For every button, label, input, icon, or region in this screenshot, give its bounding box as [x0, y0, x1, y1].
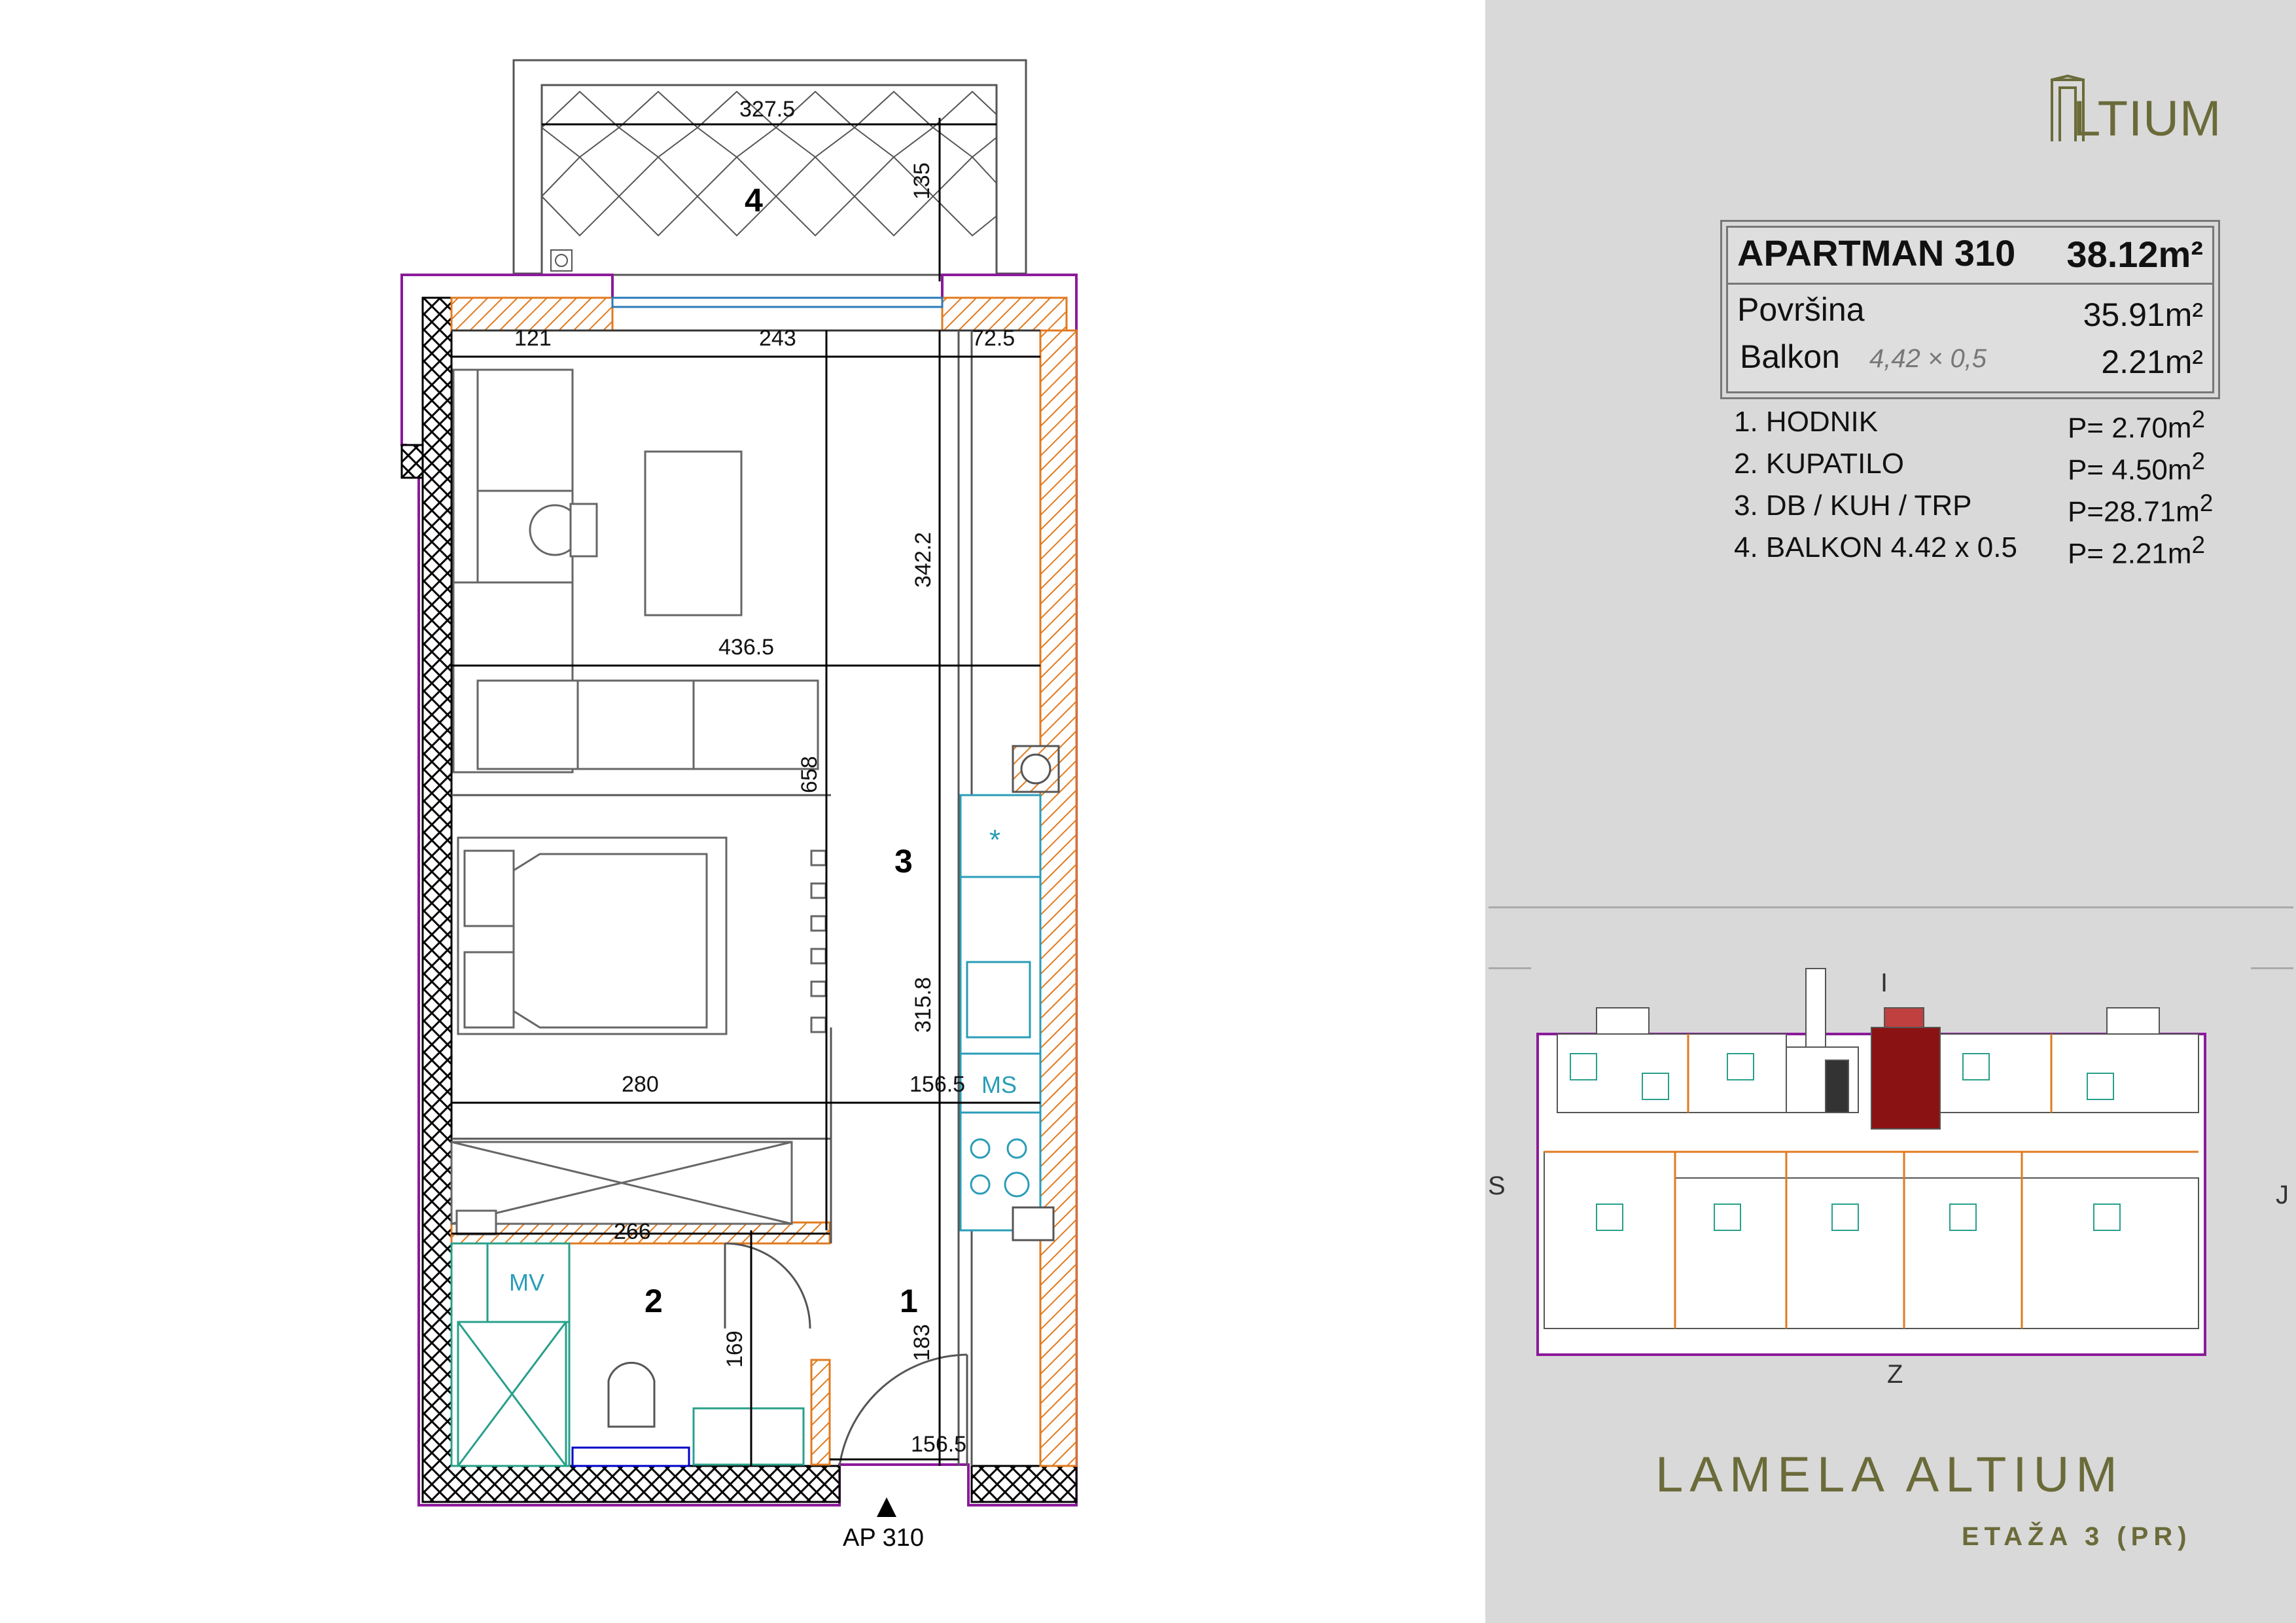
- dim-label: 436.5: [718, 635, 775, 660]
- ms-label: MS: [981, 1071, 1017, 1098]
- entrance-label: AP 310: [843, 1524, 924, 1552]
- bathroom: [451, 1243, 810, 1466]
- star-label: *: [989, 824, 1001, 856]
- room-area: $P=28.71m^2$: [2068, 490, 2214, 528]
- dim-label: 658: [797, 756, 822, 793]
- dim-label: 315.8: [911, 976, 936, 1033]
- surface-label: Površina: [1737, 291, 1865, 328]
- compass-south: Z: [1887, 1360, 1903, 1389]
- compass-north: I: [1881, 969, 1888, 997]
- room-name: 1. HODNIK: [1734, 406, 1879, 438]
- room-name: 2. KUPATILO: [1734, 448, 1905, 480]
- dim-label: 121: [514, 326, 552, 351]
- apartment-total-area: 38.12m²: [2066, 234, 2203, 275]
- mv-label: MV: [509, 1269, 544, 1296]
- dim-label: 327.5: [739, 97, 796, 122]
- room-list: [1734, 406, 2218, 573]
- surface-value: 35.91m²: [2083, 296, 2203, 333]
- balcony-note: 4,42 × 0,5: [1869, 344, 1987, 373]
- room-row: [1734, 490, 2218, 531]
- room-number-1: 1: [900, 1283, 918, 1319]
- dim-label: 156.5: [911, 1432, 967, 1457]
- room-area: $P= 2.21m^2$: [2068, 531, 2205, 570]
- dim-label: 169: [722, 1330, 747, 1368]
- dim-label: 342.2: [911, 531, 936, 588]
- dim-label: 72.5: [972, 326, 1016, 351]
- room-row: [1734, 406, 2218, 448]
- dim-label: 183: [910, 1324, 934, 1361]
- balcony-value: 2.21m²: [2101, 344, 2203, 380]
- room-name: 4. BALKON 4.42 x 0.5: [1734, 531, 2017, 563]
- dim-label: 135: [910, 162, 934, 200]
- entrance-arrow-icon: [877, 1497, 896, 1517]
- info-divider: [1728, 283, 2212, 285]
- panel-divider: [1489, 906, 2293, 908]
- room-area: $P= 2.70m^2$: [2068, 406, 2205, 444]
- room-area: $P= 4.50m^2$: [2068, 448, 2205, 486]
- room-row: [1734, 531, 2218, 573]
- apartment-info-box: [1726, 226, 2214, 393]
- floor-label: ETAŽA 3 (PR): [1962, 1522, 2192, 1551]
- dim-label: 156.5: [910, 1072, 966, 1097]
- room-number-4: 4: [745, 182, 763, 219]
- logo-text: LTIUM: [2073, 91, 2222, 147]
- room-number-2: 2: [645, 1283, 663, 1319]
- dim-label: 280: [622, 1072, 659, 1097]
- compass-west: S: [1488, 1171, 1506, 1200]
- site-plan: [1531, 955, 2251, 1414]
- dim-label: 243: [759, 326, 796, 351]
- apartment-title: APARTMAN 310: [1737, 232, 2016, 274]
- room-number-3: 3: [894, 843, 913, 880]
- dim-label: 266: [614, 1219, 651, 1244]
- balcony-label: Balkon: [1740, 338, 1840, 375]
- building-title: LAMELA ALTIUM: [1655, 1447, 2124, 1503]
- compass-east: J: [2276, 1181, 2289, 1209]
- room-name: 3. DB / KUH / TRP: [1734, 490, 1972, 522]
- balcony: [514, 60, 1026, 281]
- room-row: [1734, 448, 2218, 490]
- furniture: [451, 370, 826, 1234]
